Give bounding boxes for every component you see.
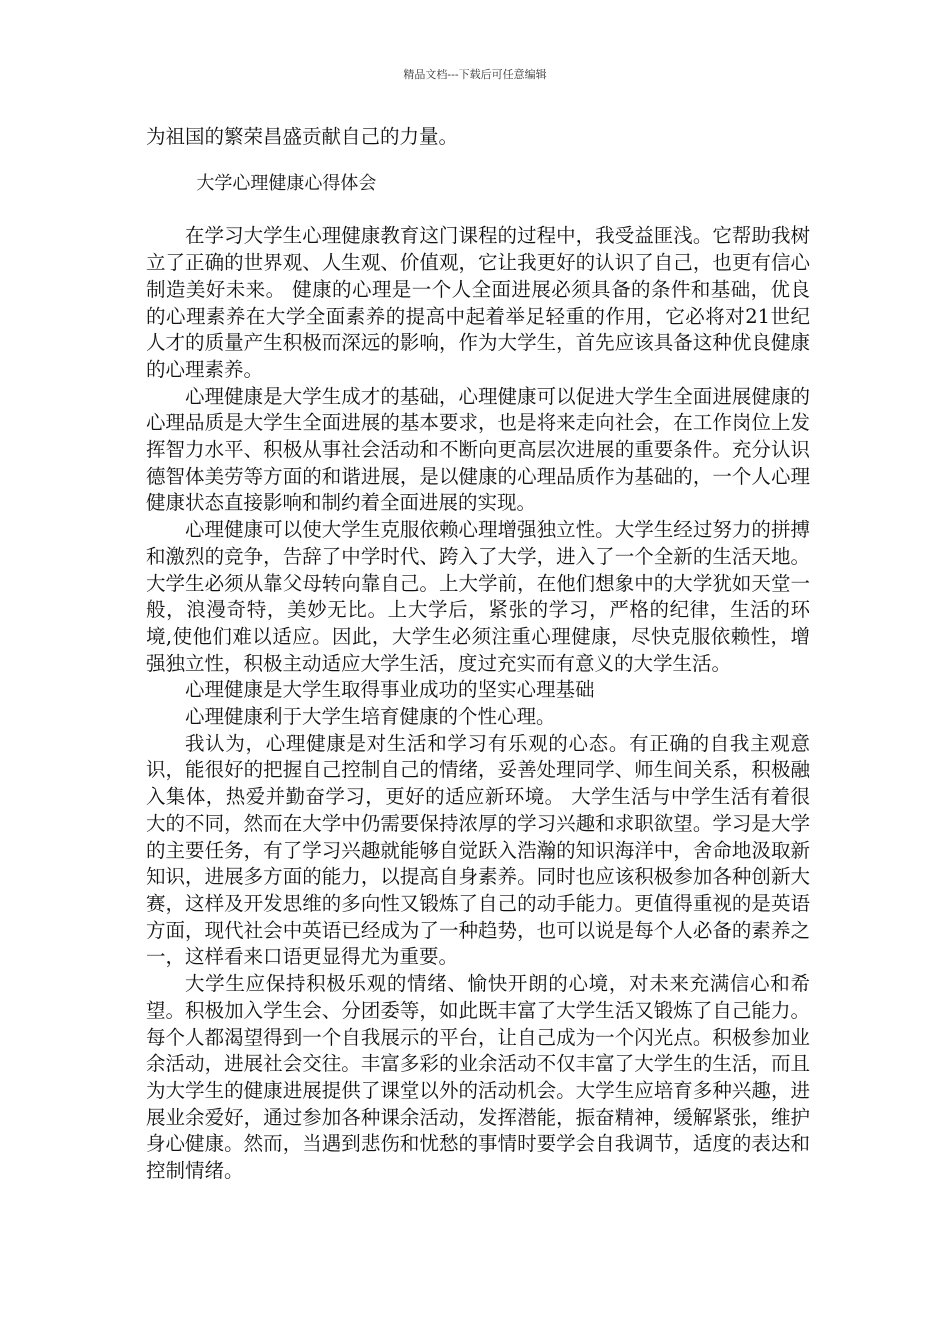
paragraph-4: 心理健康是大学生取得事业成功的坚实心理基础 — [185, 678, 595, 702]
intro-line: 为祖国的繁荣昌盛贡献自己的力量。 — [146, 125, 459, 148]
paragraph-1: 在学习大学生心理健康教育这门课程的过程中，我受益匪浅。它帮助我树立了正确的世界观、人生观、价值观，它让我更好的认识了自己，也更有信心制造美好未来。 健康的心理是一个人全面进展必须具备的条件和基础，优良的心理素养在大学全面素养的提高中起着举足轻重的作用，它必将对21世纪人才的质量产生积极而深远的影响，作为大学生，首先应该具备这种优良健康的心理素养。 — [146, 224, 810, 381]
paragraph-2: 心理健康是大学生成才的基础，心理健康可以促进大学生全面进展健康的心理品质是大学生全面进展的基本要求，也是将来走向社会，在工作岗位上发挥智力水平、积极从事社会活动和不断向更高层次进展的重要条件。充分认识德智体美劳等方面的和谐进展，是以健康的心理品质作为基础的，一个人心理健康状态直接影响和制约着全面进展的实现。 — [146, 384, 810, 515]
paragraph-6: 我认为，心理健康是对生活和学习有乐观的心态。有正确的自我主观意识，能很好的把握自己控制自己的情绪，妥善处理同学、师生间关系，积极融入集体，热爱并勤奋学习，更好的适应新环境。 大学生活与中学生活有着很大的不同，然而在大学中仍需要保持浓厚的学习兴趣和求职欲望。学习是大学的主要任务，有了学习兴趣就能够自觉跃入浩瀚的知识海洋中，舍命地汲取新知识，进展多方面的能力，以提高自身素养。同时也应该积极参加各种创新大赛，这样及开发思维的多向性又锻炼了自己的动手能力。更值得重视的是英语方面，现代社会中英语已经成为了一种趋势，也可以说是每个人必备的素养之一，这样看来口语更显得尤为重要。 — [146, 731, 810, 969]
page-header: 精品文档---下载后可任意编辑 — [403, 68, 547, 81]
paragraph-7: 大学生应保持积极乐观的情绪、愉快开朗的心境，对未来充满信心和希望。积极加入学生会、分团委等，如此既丰富了大学生活又锻炼了自己能力。每个人都渴望得到一个自我展示的平台，让自己成为一个闪光点。积极参加业余活动，进展社会交往。丰富多彩的业余活动不仅丰富了大学生的生活，而且为大学生的健康进展提供了课堂以外的活动机会。大学生应培育多种兴趣，进展业余爱好，通过参加各种课余活动，发挥潜能，振奋精神，缓解紧张，维护身心健康。然而，当遇到悲伤和忧愁的事情时要学会自我调节，适度的表达和控制情绪。 — [146, 972, 810, 1183]
paragraph-5: 心理健康利于大学生培育健康的个性心理。 — [185, 705, 556, 729]
document-title: 大学心理健康心得体会 — [196, 172, 377, 194]
paragraph-3: 心理健康可以使大学生克服依赖心理增强独立性。大学生经过努力的拼搏和激烈的竞争，告辞了中学时代、跨入了大学，进入了一个全新的生活天地。大学生必须从靠父母转向靠自己。上大学前，在他们想象中的大学犹如天堂一般，浪漫奇特，美妙无比。上大学后，紧张的学习，严格的纪律，生活的环境,使他们难以适应。因此，大学生必须注重心理健康，尽快克服依赖性，增强独立性，积极主动适应大学生活，度过充实而有意义的大学生活。 — [146, 518, 810, 675]
document-body — [146, 124, 810, 1185]
